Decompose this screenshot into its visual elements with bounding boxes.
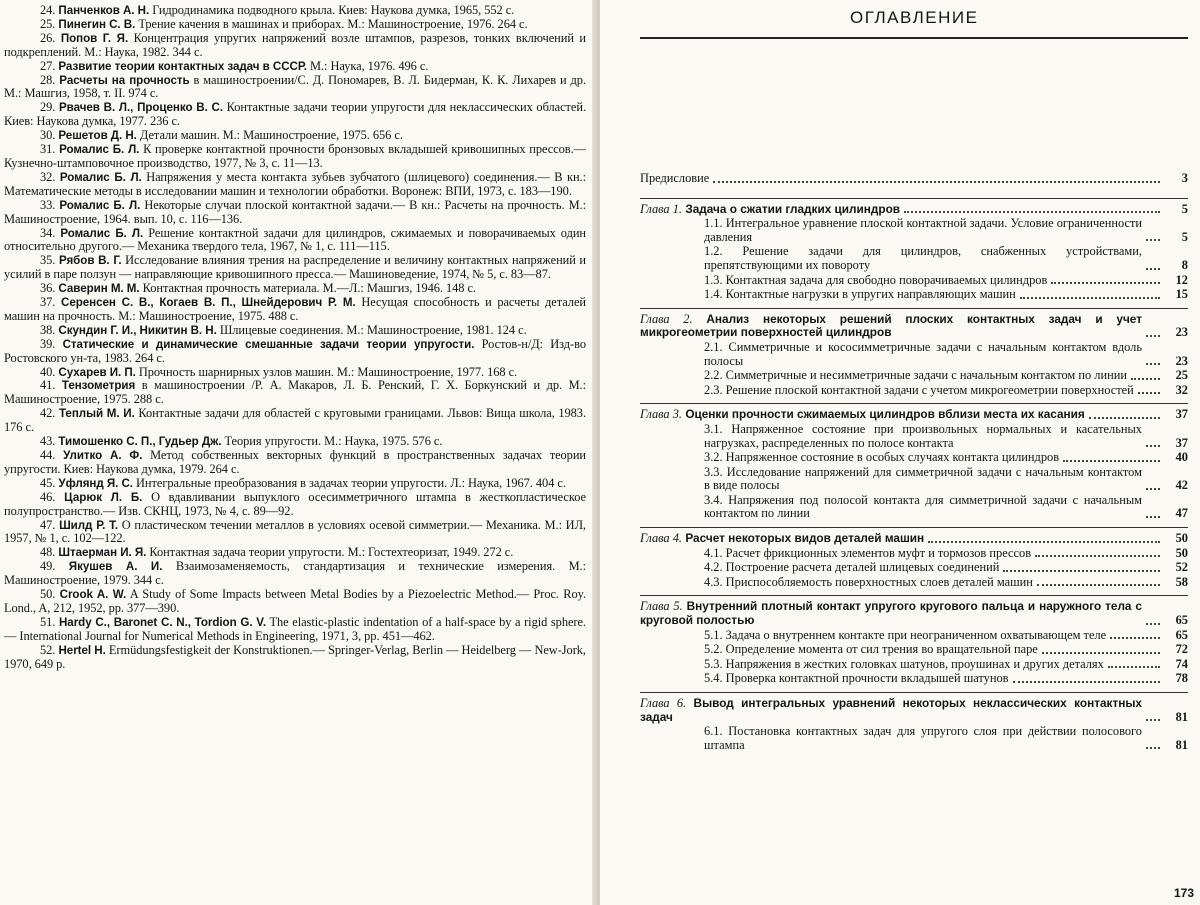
reference-author: Скундин Г. И., Никитин В. Н. <box>58 323 217 337</box>
reference-number: 40. <box>40 364 56 379</box>
toc-section <box>640 643 1188 657</box>
toc-page-number: 52 <box>1175 560 1188 575</box>
toc-label <box>704 658 1104 672</box>
toc-leader-dots <box>1146 363 1160 365</box>
reference-item <box>4 4 586 18</box>
reference-author: Царюк Л. Б. <box>64 490 143 504</box>
toc-leader-dots <box>1131 378 1160 380</box>
reference-author: Развитие теории контактных задач в СССР. <box>58 59 307 73</box>
toc-label <box>640 203 900 217</box>
reference-number: 41. <box>40 378 56 393</box>
reference-number: 48. <box>40 545 56 560</box>
toc-label <box>704 341 1142 368</box>
toc-leader-dots <box>1042 652 1160 654</box>
reference-text: Контактные задачи для областей с круговыми границами. Львов: Вища школа, 1983. 176 с. <box>4 406 586 435</box>
toc-label <box>640 313 1142 340</box>
toc-title-text: 3.1. Напряженное состояние при произвольных нормальных и касательных нагрузках, распределенных по полосе контакта <box>704 421 1142 450</box>
reference-text: Напряжения у места контакта зубьев зубчатого (шлицевого) соединения.— В кн.: Математические методы в исследовании машин и технологии обработки. Воронеж: ВПИ, 1973, с. 183—190. <box>4 169 586 198</box>
toc-leader-dots <box>1110 637 1160 639</box>
toc-title-text: Анализ некоторых решений плоских контактных задач и учет микрогеометрии поверхностей цилиндров <box>640 311 1142 340</box>
toc-section <box>640 274 1188 288</box>
toc-label <box>640 697 1142 724</box>
toc-page-number: 5 <box>1181 201 1188 216</box>
reference-number: 30. <box>40 128 56 143</box>
reference-number: 44. <box>40 448 56 462</box>
toc-leader-dots <box>1013 681 1160 683</box>
reference-author: Crook A. W. <box>59 588 127 602</box>
toc-leader-dots <box>1146 719 1160 721</box>
toc-page-number: 23 <box>1175 325 1188 340</box>
toc-label <box>640 408 1085 422</box>
toc-title-text: 2.3. Решение плоской контактной задачи с учетом микрогеометрии поверхностей <box>704 382 1134 397</box>
toc-chapter <box>640 527 1188 546</box>
toc-page-number: 37 <box>1175 435 1188 450</box>
toc-page-number: 37 <box>1175 407 1188 422</box>
toc-label <box>704 672 1009 686</box>
toc-section <box>640 494 1188 521</box>
reference-number: 51. <box>40 614 56 629</box>
reference-number: 49. <box>40 559 56 574</box>
toc-page-number: 8 <box>1181 257 1188 272</box>
reference-number: 33. <box>40 197 56 212</box>
page-number: 173 <box>1174 886 1195 900</box>
reference-item <box>4 199 586 227</box>
reference-item <box>4 449 586 477</box>
reference-item <box>4 644 586 672</box>
toc-leader-dots <box>1146 335 1160 337</box>
reference-author: Ромалис Б. Л. <box>59 198 141 212</box>
reference-author: Hertel H. <box>58 643 106 657</box>
toc-title-text: Оценки прочности сжимаемых цилиндров вблизи места их касания <box>685 407 1085 422</box>
reference-text: Теория упругости. М.: Наука, 1975. 576 с. <box>224 434 443 449</box>
reference-item <box>4 407 586 435</box>
reference-author: Рвачев В. Л., Проценко В. С. <box>59 101 224 115</box>
reference-text: М.: Наука, 1976. 496 с. <box>310 58 429 73</box>
reference-author: Статические и динамические смешанные задачи теории упругости. <box>62 337 475 351</box>
reference-item <box>4 18 586 32</box>
toc-section <box>640 547 1188 561</box>
reference-text: Взаимозаменяемость, стандартизация и технические измерения. М.: Машиностроение, 1979. 344 с. <box>4 559 586 588</box>
toc-section <box>640 672 1188 686</box>
toc-page-number: 74 <box>1175 656 1188 671</box>
toc-label <box>704 384 1134 398</box>
toc-page-number: 42 <box>1175 478 1188 493</box>
reference-item <box>4 32 586 60</box>
reference-text: Детали машин. М.: Машиностроение, 1975. 656 с. <box>139 128 403 143</box>
reference-item <box>4 379 586 407</box>
toc-label <box>704 547 1031 561</box>
toc-title-text: 3.3. Исследование напряжений для симметричной задачи с начальным контактом в виде полосы <box>704 464 1142 493</box>
reference-number: 34. <box>40 225 56 240</box>
reference-number: 24. <box>40 3 56 17</box>
toc-section <box>640 466 1188 493</box>
toc-label <box>704 466 1142 493</box>
reference-text: Некоторые случаи плоской контактной задачи.— В кн.: Расчеты на прочность. М.: Машиностроение, 1964. вып. 10, с. 116—136. <box>4 197 586 226</box>
toc-title-text: 1.2. Решение задачи для цилиндров, снабженных устройствами, препятствующими их повороту <box>704 244 1142 272</box>
toc-page-number: 40 <box>1175 450 1188 465</box>
reference-text: К проверке контактной прочности бронзовых вкладышей кривошипных прессов.— Кузнечно-штамповочное производство, 1977, № 3, с. 11—13. <box>4 142 586 170</box>
toc-page-number: 50 <box>1175 545 1188 560</box>
toc-leader-dots <box>1037 584 1160 586</box>
toc-page-number: 15 <box>1175 287 1188 302</box>
toc-label <box>704 725 1142 752</box>
reference-text: The elastic-plastic indentation of a half-space by a rigid sphere.— International Journal for Numerical Methods in Engineering, 1971, 3, pp. 451—462. <box>4 614 586 643</box>
reference-number: 43. <box>40 434 56 449</box>
toc-label <box>704 274 1047 288</box>
toc-section <box>640 725 1188 752</box>
toc-preface <box>640 172 1188 186</box>
toc-leader-dots <box>1051 282 1160 284</box>
reference-text: Несущая способность и расчеты деталей машин на прочность. М.: Машиностроение, 1975. 488 с. <box>4 295 586 323</box>
toc-label <box>704 643 1038 657</box>
toc-leader-dots <box>1146 747 1160 749</box>
reference-text: Контактная прочность материала. М.—Л.: Машгиз, 1946. 148 с. <box>142 281 476 296</box>
toc-section <box>640 341 1188 368</box>
reference-item <box>4 60 586 74</box>
reference-item <box>4 101 586 129</box>
toc-label <box>704 561 999 575</box>
toc-title-text: 6.1. Постановка контактных задач для упругого слоя при действии полосового штампа <box>704 724 1142 752</box>
toc-page-number: 12 <box>1175 272 1188 287</box>
toc-title-text: 5.4. Проверка контактной прочности вкладышей шатунов <box>704 671 1009 686</box>
reference-text: Метод собственных векторных функций в пространственных задачах теории упругости. Киев: Наукова думка, 1979. 264 с. <box>4 448 586 476</box>
toc-page-number: 81 <box>1175 709 1188 724</box>
toc-label <box>704 451 1059 465</box>
toc-title-text: Внутренний плотный контакт упругого кругового пальца и наружного тела с круговой полостью <box>640 599 1142 628</box>
reference-item <box>4 282 586 296</box>
reference-item <box>4 296 586 324</box>
reference-item <box>4 588 586 616</box>
toc-chapter <box>640 198 1188 217</box>
reference-text: Решение контактной задачи для цилиндров, сжимаемых и поворачиваемых один относительно другого.— Механика твердого тела, 1967, № 1, с. 111—115. <box>4 225 586 254</box>
reference-item <box>4 74 586 102</box>
reference-text: в машиностроении/С. Д. Пономарев, В. Л. Бидерман, К. К. Лихарев и др. М.: Машгиз, 1958, т. II. 974 с. <box>4 72 586 101</box>
reference-text: Ростов-н/Д: Изд-во Ростовского ун-та, 1983. 264 с. <box>4 336 586 365</box>
toc-page-number: 50 <box>1175 531 1188 546</box>
toc-section <box>640 423 1188 450</box>
toc-leader-dots <box>1146 445 1160 447</box>
toc-leader-dots <box>1146 268 1160 270</box>
reference-author: Панченков А. Н. <box>58 4 150 17</box>
toc-page-number: 3 <box>1181 171 1188 185</box>
toc-label <box>640 600 1142 627</box>
toc-section <box>640 451 1188 465</box>
toc-title: ОГЛАВЛЕНИЕ <box>850 8 979 27</box>
toc-leader-dots <box>1108 666 1160 668</box>
reference-item <box>4 366 586 380</box>
reference-text: Прочность шарнирных узлов машин. М.: Машиностроение, 1977. 168 с. <box>138 364 518 379</box>
reference-number: 28. <box>40 72 56 87</box>
reference-number: 27. <box>40 58 56 73</box>
reference-author: Рябов В. Г. <box>58 254 122 268</box>
toc-title-text: 5.3. Напряжения в жестких головках шатунов, проушинах и других деталях <box>704 656 1104 671</box>
reference-number: 45. <box>40 475 56 490</box>
toc-label <box>704 288 1016 302</box>
reference-item <box>4 227 586 255</box>
toc-leader-dots <box>713 181 1160 183</box>
toc-chapter <box>640 403 1188 422</box>
toc-title-text: 1.4. Контактные нагрузки в упругих направляющих машин <box>704 287 1016 302</box>
reference-author: Расчеты на прочность <box>59 73 190 87</box>
chapter-number: Глава 2. <box>640 311 693 326</box>
toc-title-text: 4.2. Построение расчета деталей шлицевых соединений <box>704 560 1000 575</box>
reference-author: Ромалис Б. Л. <box>59 143 140 157</box>
toc-title-rule <box>640 37 1188 39</box>
reference-author: Якушев А. И. <box>68 560 163 574</box>
toc-title-text: 4.3. Приспособляемость поверхностных слоев деталей машин <box>704 574 1033 589</box>
toc-label <box>704 217 1142 244</box>
reference-number: 42. <box>40 406 56 421</box>
reference-author: Тензометрия <box>61 379 136 393</box>
toc-chapter <box>640 595 1188 627</box>
reference-number: 47. <box>40 517 56 532</box>
reference-author: Сухарев И. П. <box>58 365 136 379</box>
reference-number: 50. <box>40 587 56 602</box>
reference-item <box>4 519 586 547</box>
reference-item <box>4 560 586 588</box>
toc-leader-dots <box>1146 516 1160 518</box>
toc-leader-dots <box>1146 623 1160 625</box>
toc-leader-dots <box>1020 297 1160 299</box>
toc-page-number: 32 <box>1175 382 1188 397</box>
chapter-number: Глава 6. <box>640 696 687 710</box>
toc-title-text: 5.2. Определение момента от сил трения во вращательной паре <box>704 642 1038 657</box>
reference-author: Ромалис Б. Л. <box>60 226 144 240</box>
toc-page-number: 65 <box>1175 613 1188 628</box>
reference-text: О вдавливании выпуклого осесимметричного штампа в жесткопластическое полупространство.— Изв. СКНЦ, 1973, № 4, с. 89—92. <box>4 489 586 518</box>
toc-title-text: 1.3. Контактная задача для свободно поворачиваемых цилиндров <box>704 272 1048 287</box>
toc-section <box>640 217 1188 244</box>
toc-leader-dots <box>1138 392 1160 394</box>
reference-text: Контактные задачи теории упругости для неклассических областей. Киев: Наукова думка, 1977. 236 с. <box>4 100 586 129</box>
toc-section <box>640 576 1188 590</box>
reference-text: Концентрация упругих напряжений возле штампов, разрезов, тонких включений и подкреплений. М.: Наука, 1982. 344 с. <box>4 30 586 59</box>
toc-leader-dots <box>904 211 1160 213</box>
toc-page-number: 72 <box>1175 642 1188 657</box>
toc-title-text: 1.1. Интегральное уравнение плоской контактной задачи. Условие ограниченности давления <box>704 216 1142 244</box>
reference-item <box>4 129 586 143</box>
toc-page-number: 25 <box>1175 368 1188 383</box>
toc-leader-dots <box>928 541 1160 543</box>
toc-title-text: 4.1. Расчет фрикционных элементов муфт и тормозов прессов <box>704 545 1032 560</box>
reference-item <box>4 477 586 491</box>
toc-chapter <box>640 692 1188 724</box>
reference-item <box>4 171 586 199</box>
reference-text: Шлицевые соединения. М.: Машиностроение, 1981. 124 с. <box>219 322 527 337</box>
reference-number: 35. <box>40 253 56 268</box>
toc-section <box>640 658 1188 672</box>
toc-title-text: 3.2. Напряженное состояние в особых случаях контакта цилиндров <box>704 450 1060 465</box>
reference-number: 39. <box>40 336 56 351</box>
table-of-contents <box>640 172 1188 752</box>
toc-section <box>640 561 1188 575</box>
reference-author: Уфлянд Я. С. <box>58 476 133 490</box>
reference-text: Трение качения в машинах и приборах. М.: Машиностроение, 1976. 264 с. <box>138 16 528 31</box>
toc-title-text: Предисловие <box>640 171 710 185</box>
reference-item <box>4 338 586 366</box>
reference-author: Серенсен С. В., Когаев В. П., Шнейдерович Р. М. <box>61 296 356 310</box>
toc-page-number: 65 <box>1175 627 1188 642</box>
toc-leader-dots <box>1146 488 1160 490</box>
toc-label <box>704 629 1106 643</box>
reference-item <box>4 254 586 282</box>
toc-label <box>704 576 1033 590</box>
reference-item <box>4 616 586 644</box>
reference-number: 25. <box>40 16 56 31</box>
toc-leader-dots <box>1063 460 1160 462</box>
reference-author: Саверин М. М. <box>58 282 140 296</box>
toc-label <box>640 532 924 546</box>
right-page <box>600 0 1200 905</box>
toc-label <box>704 494 1142 521</box>
reference-author: Тимошенко С. П., Гудьер Дж. <box>58 435 222 449</box>
toc-leader-dots <box>1089 417 1160 419</box>
toc-leader-dots <box>1146 239 1160 241</box>
reference-text: Исследование влияния трения на распределение и величину контактных напряжений и усилий в паре ползун — направляющие кривошипного пресса.— Машиноведение, 1974, № 5, с. 83—87. <box>4 253 586 282</box>
toc-title-text: Расчет некоторых видов деталей машин <box>685 531 925 546</box>
reference-author: Пинегин С. В. <box>58 17 136 31</box>
reference-text: О пластическом течении металлов в условиях осевой симметрии.— Механика. М.: ИЛ, 1957, № 1, с. 102—122. <box>4 517 586 546</box>
toc-title-text: 2.2. Симметричные и несимметричные задачи с начальным контактом по линии <box>704 368 1127 383</box>
toc-page-number: 81 <box>1175 737 1188 752</box>
toc-section <box>640 629 1188 643</box>
toc-label <box>704 245 1142 272</box>
toc-leader-dots <box>1003 570 1160 572</box>
toc-label <box>704 369 1127 383</box>
chapter-number: Глава 4. <box>640 531 683 546</box>
reference-author: Штаерман И. Я. <box>58 546 147 560</box>
toc-label <box>704 423 1142 450</box>
reference-number: 31. <box>40 142 56 157</box>
reference-item <box>4 143 586 171</box>
reference-item <box>4 435 586 449</box>
reference-number: 38. <box>40 322 56 337</box>
chapter-number: Глава 1. <box>640 201 683 216</box>
toc-chapter <box>640 308 1188 340</box>
toc-section <box>640 288 1188 302</box>
chapter-number: Глава 5. <box>640 599 683 614</box>
reference-text: Ermüdungsfestigkeit der Konstruktionen.— Springer-Verlag, Berlin — Heidelberg — New-Jork, 1970, 649 p. <box>4 642 586 671</box>
toc-page-number: 47 <box>1175 506 1188 521</box>
toc-title-text: 5.1. Задача о внутреннем контакте при неограниченном охватывающем теле <box>704 627 1107 642</box>
chapter-number: Глава 3. <box>640 407 683 422</box>
reference-number: 29. <box>40 100 56 115</box>
toc-section <box>640 245 1188 272</box>
toc-title-text: 2.1. Симметричные и кососимметричные задачи с начальным контактом вдоль полосы <box>704 339 1142 368</box>
toc-title-text: 3.4. Напряжения под полосой контакта для симметричной задачи с начальным контактом по линии <box>704 492 1142 521</box>
reference-number: 36. <box>40 281 56 296</box>
reference-item <box>4 491 586 519</box>
toc-section <box>640 384 1188 398</box>
reference-number: 32. <box>40 169 56 184</box>
reference-author: Теплый М. И. <box>58 407 135 421</box>
reference-author: Решетов Д. Н. <box>58 129 137 143</box>
reference-item <box>4 546 586 560</box>
bibliography-list <box>4 4 586 672</box>
reference-item <box>4 324 586 338</box>
reference-author: Шилд Р. Т. <box>59 518 119 532</box>
reference-author: Ромалис Б. Л. <box>59 170 142 184</box>
toc-title-text: Задача о сжатии гладких цилиндров <box>685 201 901 216</box>
toc-section <box>640 369 1188 383</box>
reference-text: Контактная задача теории упругости. М.: Гостехтеоризат, 1949. 272 с. <box>149 545 514 560</box>
reference-author: Hardy C., Baronet C. N., Tordion G. V. <box>58 615 267 629</box>
reference-text: в машиностроении /Р. А. Макаров, Л. Б. Ренский, Г. Х. Боркунский и др. М.: Машиностроение, 1975. 288 с. <box>4 378 586 407</box>
reference-author: Попов Г. Я. <box>60 31 129 45</box>
toc-leader-dots <box>1035 555 1160 557</box>
reference-number: 52. <box>40 642 56 657</box>
toc-title-text: Вывод интегральных уравнений некоторых неклассических контактных задач <box>640 696 1142 724</box>
toc-page-number: 78 <box>1175 671 1188 686</box>
reference-author: Улитко А. Ф. <box>63 449 143 462</box>
reference-text: Гидродинамика подводного крыла. Киев: Наукова думка, 1965, 552 с. <box>152 3 515 17</box>
reference-number: 46. <box>40 489 56 504</box>
toc-page-number: 23 <box>1175 353 1188 368</box>
left-page <box>0 0 596 905</box>
reference-number: 26. <box>40 30 56 45</box>
toc-label <box>640 172 709 186</box>
toc-page-number: 5 <box>1181 229 1188 244</box>
reference-text: Интегральные преобразования в задачах теории упругости. Л.: Наука, 1967. 404 с. <box>136 475 566 490</box>
reference-number: 37. <box>40 295 56 310</box>
toc-page-number: 58 <box>1175 574 1188 589</box>
reference-text: A Study of Some Impacts between Metal Bodies by a Piezoelectric Method.— Proc. Roy. Lond., A, 212, 1952, pp. 377—390. <box>4 587 586 615</box>
